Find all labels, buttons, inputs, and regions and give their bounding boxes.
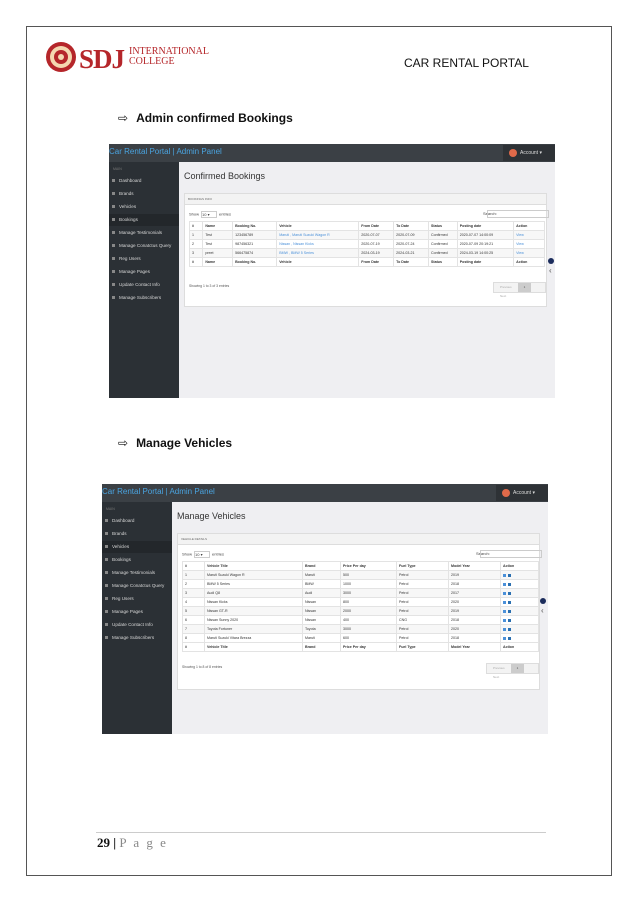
sidebar-item-subscribers[interactable] <box>102 632 172 644</box>
table-cell: Petrol <box>397 580 449 589</box>
table-cell: 7 <box>183 625 205 634</box>
table-row <box>183 580 539 589</box>
entries-value: 10 <box>195 552 200 557</box>
column-header-fuel-type[interactable]: Fuel Type <box>397 562 449 571</box>
entries-select[interactable]: 10 ▾ <box>201 211 217 218</box>
vehicles-main <box>172 502 548 734</box>
delete-icon[interactable] <box>508 574 511 577</box>
table-cell: Nissan <box>303 598 341 607</box>
menu-caption: MAIN <box>113 167 122 171</box>
pages-icon <box>112 270 115 273</box>
column-header-to-date[interactable]: To Date <box>394 222 429 231</box>
users-icon <box>112 257 115 260</box>
arrow-icon: ⇨ <box>118 436 129 450</box>
table-cell: Maruti Suzuki Wagon R <box>205 571 303 580</box>
table-cell: 2024-03-19 14:00:25 <box>457 249 513 258</box>
vehicles-screenshot <box>102 484 548 734</box>
page-number-separator: | <box>110 835 120 850</box>
pagination <box>486 663 539 679</box>
table-cell: Nissan <box>303 616 341 625</box>
logo-line-2: COLLEGE <box>129 56 175 67</box>
account-menu[interactable] <box>496 485 548 501</box>
search-input[interactable] <box>480 550 542 558</box>
edit-icon[interactable] <box>503 583 506 586</box>
dashboard-icon <box>105 519 108 522</box>
column-header-vehicle-title[interactable]: Vehicle Title <box>205 562 303 571</box>
table-row <box>183 625 539 634</box>
college-seal-icon <box>45 41 77 73</box>
table-row <box>190 249 545 258</box>
column-header-from-date[interactable]: From Date <box>359 222 394 231</box>
show-label: Show <box>182 551 193 557</box>
column-header-index[interactable]: # <box>190 258 203 267</box>
table-cell: 2000 <box>341 607 397 616</box>
sidebar-item-label: Manage Conatctus Query <box>119 243 172 248</box>
table-cell: 123456789 <box>233 231 277 240</box>
table-row <box>183 589 539 598</box>
column-header-action[interactable]: Action <box>501 643 539 652</box>
admin-sidebar <box>109 162 179 398</box>
vehicles-icon <box>112 205 115 208</box>
column-header-from-date[interactable]: From Date <box>359 258 394 267</box>
sidebar-item-contact-info[interactable] <box>109 279 179 291</box>
section-heading-bookings <box>118 111 293 125</box>
column-header-posting-date[interactable]: Posting date <box>457 222 513 231</box>
sidebar-item-contact-query[interactable] <box>102 580 172 592</box>
table-cell: 2018 <box>449 616 501 625</box>
edit-icon[interactable] <box>503 610 506 613</box>
table-cell: Confirmed <box>429 231 458 240</box>
sidebar-item-brands[interactable] <box>102 528 172 540</box>
sidebar-item-label: Reg Users <box>119 256 141 261</box>
column-header-model-year[interactable]: Model Year <box>449 562 501 571</box>
sidebar-item-vehicles[interactable] <box>102 541 172 553</box>
sidebar-item-bookings[interactable] <box>109 214 179 226</box>
pager-next[interactable]: Next <box>493 675 500 679</box>
table-cell: 2018 <box>449 580 501 589</box>
table-cell: Confirmed <box>429 240 458 249</box>
table-cell: 2018 <box>449 634 501 643</box>
table-cell: 2020-07-07 14:00:09 <box>457 231 513 240</box>
vehicles-panel <box>177 533 540 690</box>
testimonials-icon <box>105 571 108 574</box>
column-header-status[interactable]: Status <box>429 258 458 267</box>
subscribers-icon <box>105 636 108 639</box>
table-cell: Nissan Kicks <box>205 598 303 607</box>
sidebar-item-label: Manage Pages <box>119 269 150 274</box>
pager-page-1[interactable]: 1 <box>518 283 532 292</box>
table-footer-row <box>190 258 545 267</box>
chevron-left-icon[interactable]: ‹ <box>549 266 552 275</box>
sidebar-item-dashboard[interactable] <box>109 175 179 187</box>
entries-label: entries <box>219 211 232 217</box>
chevron-down-icon: ▾ <box>539 150 542 156</box>
sidebar-item-reg-users[interactable] <box>102 593 172 605</box>
entries-value: 10 <box>202 212 207 217</box>
show-label: Show <box>189 211 200 217</box>
edit-icon[interactable] <box>503 574 506 577</box>
table-cell: BMW 5 Series <box>205 580 303 589</box>
vehicle-link[interactable]: Nissan , Nissan Kicks <box>277 240 359 249</box>
table-cell: 8 <box>183 634 205 643</box>
chevron-down-icon: ▾ <box>532 490 535 496</box>
action-cell <box>501 598 539 607</box>
sidebar-item-label: Manage Pages <box>112 609 143 614</box>
sidebar-item-testimonials[interactable] <box>102 567 172 579</box>
action-cell <box>501 625 539 634</box>
sidebar-item-subscribers[interactable] <box>109 292 179 304</box>
scroll-dot-icon[interactable] <box>548 258 554 264</box>
sidebar-item-pages[interactable] <box>102 606 172 618</box>
table-cell: 6 <box>183 616 205 625</box>
sidebar-item-label: Manage Testimonials <box>119 230 163 235</box>
page-word: P a g e <box>119 835 168 850</box>
chevron-left-icon[interactable]: ‹ <box>541 606 544 615</box>
table-cell: 2019 <box>449 607 501 616</box>
sidebar-item-label: Manage Conatctus Query <box>112 583 165 588</box>
sidebar-item-label: Brands <box>119 191 134 196</box>
table-cell: Confirmed <box>429 249 458 258</box>
column-header-fuel-type[interactable]: Fuel Type <box>397 643 449 652</box>
pager-next[interactable]: Next <box>500 294 507 298</box>
table-cell: 2024-03-19 <box>359 249 394 258</box>
users-icon <box>105 597 108 600</box>
table-cell: 2020-07-24 <box>394 240 429 249</box>
table-cell: Audi Q8 <box>205 589 303 598</box>
table-cell: 800 <box>341 598 397 607</box>
page-number <box>97 835 168 851</box>
vehicles-table <box>182 561 539 652</box>
column-header-to-date[interactable]: To Date <box>394 258 429 267</box>
sidebar-item-label: Dashboard <box>112 518 135 523</box>
pager-previous[interactable]: Previous <box>500 285 512 289</box>
view-link[interactable]: View <box>514 231 545 240</box>
table-cell: Petrol <box>397 625 449 634</box>
delete-icon[interactable] <box>508 628 511 631</box>
edit-icon[interactable] <box>503 592 506 595</box>
sidebar-item-pages[interactable] <box>109 266 179 278</box>
pager-previous[interactable]: Previous <box>493 666 505 670</box>
sidebar-item-label: Manage Subscribers <box>119 295 162 300</box>
column-header-booking-no[interactable]: Booking No. <box>233 222 277 231</box>
table-cell: Petrol <box>397 589 449 598</box>
column-header-posting-date[interactable]: Posting date <box>457 258 513 267</box>
table-info: Showing 1 to 3 of 3 entries <box>189 284 230 288</box>
table-row <box>190 231 545 240</box>
table-cell: 2020 <box>449 598 501 607</box>
action-cell <box>501 571 539 580</box>
sidebar-item-label: Vehicles <box>112 544 130 549</box>
sidebar-item-dashboard[interactable] <box>102 515 172 527</box>
column-header-action[interactable]: Action <box>514 258 545 267</box>
admin-sidebar <box>102 502 172 734</box>
table-cell: 566475874 <box>233 249 277 258</box>
search-input[interactable] <box>487 210 549 218</box>
logo-line-1: INTERNATIONAL <box>129 46 209 57</box>
table-row <box>183 616 539 625</box>
bookings-screenshot <box>109 144 555 398</box>
table-cell: 2024-03-21 <box>394 249 429 258</box>
table-row <box>183 598 539 607</box>
table-cell: 5 <box>183 607 205 616</box>
avatar-icon <box>509 149 517 157</box>
column-header-brand[interactable]: Brand <box>303 643 341 652</box>
table-cell: BMW <box>303 580 341 589</box>
sidebar-item-vehicles[interactable] <box>109 201 179 213</box>
sidebar-item-bookings[interactable] <box>102 554 172 566</box>
table-cell: Maruti Suzuki Vitara Brezza <box>205 634 303 643</box>
table-row <box>190 240 545 249</box>
entries-control <box>182 551 224 558</box>
table-cell: Nissan GT-R <box>205 607 303 616</box>
entries-control <box>189 211 231 218</box>
query-icon <box>105 584 108 587</box>
table-cell: Petrol <box>397 571 449 580</box>
action-cell <box>501 607 539 616</box>
table-cell: Toyota <box>303 625 341 634</box>
query-icon <box>112 244 115 247</box>
page-title: Confirmed Bookings <box>184 171 266 181</box>
column-header-index[interactable]: # <box>183 562 205 571</box>
table-cell: 3000 <box>341 589 397 598</box>
avatar-icon <box>502 489 510 497</box>
delete-icon[interactable] <box>508 619 511 622</box>
edit-icon[interactable] <box>503 601 506 604</box>
sidebar-item-contact-query[interactable] <box>109 240 179 252</box>
sidebar-item-label: Manage Testimonials <box>112 570 156 575</box>
sidebar-item-label: Bookings <box>119 217 138 222</box>
table-row <box>183 571 539 580</box>
table-cell: 2017 <box>449 589 501 598</box>
vehicles-icon <box>105 545 108 548</box>
search-label: Search: <box>483 211 497 216</box>
delete-icon[interactable] <box>508 592 511 595</box>
table-cell: 400 <box>341 616 397 625</box>
table-cell: 2020-07-07 <box>359 231 394 240</box>
column-header-index[interactable]: # <box>190 222 203 231</box>
sidebar-item-testimonials[interactable] <box>109 227 179 239</box>
admin-topbar <box>102 484 548 502</box>
pages-icon <box>105 610 108 613</box>
table-cell: Toyota Fortuner <box>205 625 303 634</box>
logo-name <box>129 47 209 67</box>
action-cell <box>501 589 539 598</box>
menu-caption: MAIN <box>106 507 115 511</box>
page-title: Manage Vehicles <box>177 511 246 521</box>
delete-icon[interactable] <box>508 583 511 586</box>
column-header-model-year[interactable]: Model Year <box>449 643 501 652</box>
admin-brand[interactable]: Car Rental Portal | Admin Panel <box>102 487 215 496</box>
table-cell: Test <box>203 231 233 240</box>
page-number-value: 29 <box>97 835 110 850</box>
table-cell: Petrol <box>397 634 449 643</box>
admin-brand[interactable]: Car Rental Portal | Admin Panel <box>109 147 222 156</box>
footer-divider <box>96 832 546 833</box>
scroll-dot-icon[interactable] <box>540 598 546 604</box>
table-cell: Petrol <box>397 598 449 607</box>
table-cell: 3 <box>183 589 205 598</box>
table-cell: 500 <box>341 571 397 580</box>
sidebar-item-reg-users[interactable] <box>109 253 179 265</box>
bookings-main <box>179 162 555 398</box>
section-heading-text: Admin confirmed Bookings <box>136 111 293 125</box>
table-cell: Maruti <box>303 571 341 580</box>
column-header-vehicle[interactable]: Vehicle <box>277 258 359 267</box>
table-cell: Petrol <box>397 607 449 616</box>
action-cell <box>501 616 539 625</box>
table-cell: 600 <box>341 634 397 643</box>
table-cell: 1 <box>190 231 203 240</box>
account-label: Account <box>513 490 532 496</box>
testimonials-icon <box>112 231 115 234</box>
header-title: CAR RENTAL PORTAL <box>404 56 529 70</box>
contact-icon <box>105 623 108 626</box>
logo-mark: SDJ <box>79 44 125 74</box>
table-cell: 3 <box>190 249 203 258</box>
table-cell: 987456321 <box>233 240 277 249</box>
column-header-price-per-day[interactable]: Price Per day <box>341 562 397 571</box>
action-cell <box>501 634 539 643</box>
table-cell: 2019 <box>449 571 501 580</box>
bookings-icon <box>105 558 108 561</box>
vehicle-link[interactable]: Maruti , Maruti Suzuki Wagon R <box>277 231 359 240</box>
table-cell: 4 <box>183 598 205 607</box>
bookings-icon <box>112 218 115 221</box>
column-header-price-per-day[interactable]: Price Per day <box>341 643 397 652</box>
panel-heading: VEHICLE DETAILS <box>178 534 539 545</box>
delete-icon[interactable] <box>508 601 511 604</box>
edit-icon[interactable] <box>503 628 506 631</box>
table-cell: 1000 <box>341 580 397 589</box>
column-header-name[interactable]: Name <box>203 258 233 267</box>
column-header-action[interactable]: Action <box>514 222 545 231</box>
table-cell: 1 <box>183 571 205 580</box>
column-header-vehicle-title[interactable]: Vehicle Title <box>205 643 303 652</box>
sidebar-item-contact-info[interactable] <box>102 619 172 631</box>
table-cell: 2020-07-09 20:19:21 <box>457 240 513 249</box>
delete-icon[interactable] <box>508 610 511 613</box>
account-label: Account <box>520 150 539 156</box>
subscribers-icon <box>112 296 115 299</box>
brands-icon <box>112 192 115 195</box>
column-header-booking-no[interactable]: Booking No. <box>233 258 277 267</box>
table-row <box>183 634 539 643</box>
bookings-table <box>189 221 545 267</box>
entries-label: entries <box>212 551 225 557</box>
section-heading-vehicles <box>118 436 232 450</box>
column-header-name[interactable]: Name <box>203 222 233 231</box>
table-cell: 2 <box>190 240 203 249</box>
column-header-status[interactable]: Status <box>429 222 458 231</box>
sidebar-item-brands[interactable] <box>109 188 179 200</box>
table-cell: Audi <box>303 589 341 598</box>
sidebar-item-label: Dashboard <box>119 178 142 183</box>
table-cell: 2020 <box>449 625 501 634</box>
table-cell: 3000 <box>341 625 397 634</box>
view-link[interactable]: View <box>514 240 545 249</box>
table-header-row <box>183 562 539 571</box>
sidebar-item-label: Update Contact Info <box>119 282 160 287</box>
admin-topbar <box>109 144 555 162</box>
edit-icon[interactable] <box>503 619 506 622</box>
section-heading-text: Manage Vehicles <box>136 436 233 450</box>
sidebar-item-label: Bookings <box>112 557 131 562</box>
bookings-panel <box>184 193 547 307</box>
sidebar-item-label: Vehicles <box>119 204 137 209</box>
arrow-icon: ⇨ <box>118 111 129 125</box>
column-header-brand[interactable]: Brand <box>303 562 341 571</box>
contact-icon <box>112 283 115 286</box>
table-row <box>183 607 539 616</box>
delete-icon[interactable] <box>508 637 511 640</box>
dashboard-icon <box>112 179 115 182</box>
table-cell: 2020-07-19 <box>359 240 394 249</box>
search-label: Search: <box>476 551 490 556</box>
sidebar-item-label: Update Contact Info <box>112 622 153 627</box>
table-cell: CNG <box>397 616 449 625</box>
entries-select[interactable]: 10 ▾ <box>194 551 210 558</box>
table-info: Showing 1 to 8 of 8 entries <box>182 665 223 669</box>
action-cell <box>501 580 539 589</box>
column-header-index[interactable]: # <box>183 643 205 652</box>
account-menu[interactable] <box>503 145 555 161</box>
table-cell: 2020-07-09 <box>394 231 429 240</box>
brands-icon <box>105 532 108 535</box>
table-cell: Test <box>203 240 233 249</box>
view-link[interactable]: View <box>514 249 545 258</box>
table-header-row <box>190 222 545 231</box>
sidebar-item-label: Manage Subscribers <box>112 635 155 640</box>
edit-icon[interactable] <box>503 637 506 640</box>
pagination <box>493 282 546 298</box>
table-cell: 2 <box>183 580 205 589</box>
pager-page-1[interactable]: 1 <box>511 664 525 673</box>
column-header-vehicle[interactable]: Vehicle <box>277 222 359 231</box>
table-cell: Nissan <box>303 607 341 616</box>
panel-heading: BOOKINGS INFO <box>185 194 546 205</box>
sidebar-item-label: Brands <box>112 531 127 536</box>
table-cell: Maruti <box>303 634 341 643</box>
column-header-action[interactable]: Action <box>501 562 539 571</box>
sidebar-item-label: Reg Users <box>112 596 134 601</box>
table-footer-row <box>183 643 539 652</box>
table-cell: Nissan Sunny 2020 <box>205 616 303 625</box>
vehicle-link[interactable]: BMW , BMW 5 Series <box>277 249 359 258</box>
college-logo <box>45 41 209 81</box>
table-cell: preet <box>203 249 233 258</box>
